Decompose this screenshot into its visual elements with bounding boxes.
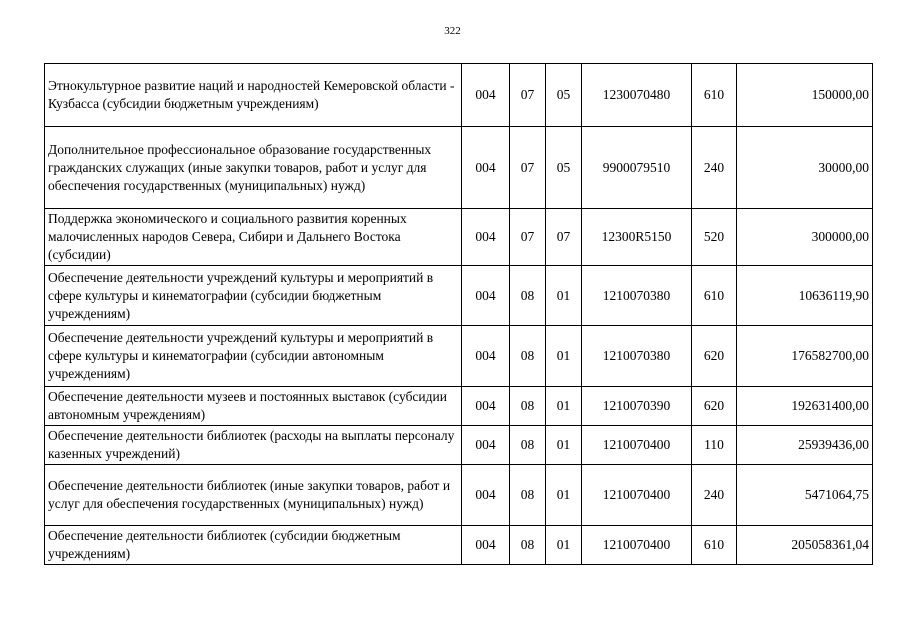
section-code: 08 [510,465,546,526]
section-code: 08 [510,526,546,565]
amount: 30000,00 [737,127,873,209]
subsection-code: 01 [546,266,582,326]
subsection-code: 01 [546,387,582,426]
section-code: 07 [510,127,546,209]
target-article-code: 9900079510 [582,127,692,209]
subsection-code: 01 [546,526,582,565]
expense-name: Обеспечение деятельности музеев и постоянных выставок (субсидии автономным учреждениям) [45,387,462,426]
subsection-code: 05 [546,127,582,209]
table-row [45,465,873,526]
expense-name: Этнокультурное развитие наций и народностей Кемеровской области - Кузбасса (субсидии бюджетным учреждениям) [45,64,462,127]
expense-type-code: 620 [692,387,737,426]
expense-name: Дополнительное профессиональное образование государственных гражданских служащих (иные закупки товаров, работ и услуг для обеспечения государственных (муниципальных) нужд) [45,127,462,209]
amount: 150000,00 [737,64,873,127]
target-article-code: 1210070390 [582,387,692,426]
table-row [45,209,873,266]
ministry-code: 004 [462,526,510,565]
expense-name: Поддержка экономического и социального развития коренных малочисленных народов Севера, Сибири и Дальнего Востока (субсидии) [45,209,462,266]
target-article-code: 12300R5150 [582,209,692,266]
ministry-code: 004 [462,209,510,266]
expense-type-code: 620 [692,326,737,387]
ministry-code: 004 [462,266,510,326]
target-article-code: 1210070380 [582,266,692,326]
ministry-code: 004 [462,426,510,465]
target-article-code: 1230070480 [582,64,692,127]
expense-type-code: 610 [692,64,737,127]
target-article-code: 1210070400 [582,426,692,465]
amount: 192631400,00 [737,387,873,426]
section-code: 07 [510,64,546,127]
amount: 25939436,00 [737,426,873,465]
expense-name: Обеспечение деятельности библиотек (иные закупки товаров, работ и услуг для обеспечения государственных (муниципальных) нужд) [45,465,462,526]
expense-name: Обеспечение деятельности библиотек (субсидии бюджетным учреждениям) [45,526,462,565]
section-code: 08 [510,326,546,387]
section-code: 08 [510,266,546,326]
expense-type-code: 520 [692,209,737,266]
page-number: 322 [444,25,461,37]
section-code: 08 [510,387,546,426]
expense-type-code: 610 [692,266,737,326]
expense-type-code: 610 [692,526,737,565]
subsection-code: 07 [546,209,582,266]
target-article-code: 1210070400 [582,465,692,526]
amount: 205058361,04 [737,526,873,565]
expense-name: Обеспечение деятельности учреждений культуры и мероприятий в сфере культуры и кинематографии (субсидии автономным учреждениям) [45,326,462,387]
table-row [45,426,873,465]
subsection-code: 05 [546,64,582,127]
ministry-code: 004 [462,127,510,209]
subsection-code: 01 [546,426,582,465]
table-row [45,127,873,209]
amount: 300000,00 [737,209,873,266]
table-row [45,64,873,127]
table-row [45,526,873,565]
table-row [45,266,873,326]
target-article-code: 1210070380 [582,326,692,387]
ministry-code: 004 [462,465,510,526]
ministry-code: 004 [462,64,510,127]
expense-type-code: 240 [692,127,737,209]
amount: 5471064,75 [737,465,873,526]
subsection-code: 01 [546,326,582,387]
amount: 10636119,90 [737,266,873,326]
subsection-code: 01 [546,465,582,526]
budget-table [44,63,873,565]
expense-type-code: 240 [692,465,737,526]
section-code: 08 [510,426,546,465]
expense-name: Обеспечение деятельности библиотек (расходы на выплаты персоналу казенных учреждений) [45,426,462,465]
expense-type-code: 110 [692,426,737,465]
target-article-code: 1210070400 [582,526,692,565]
expense-name: Обеспечение деятельности учреждений культуры и мероприятий в сфере культуры и кинематографии (субсидии бюджетным учреждениям) [45,266,462,326]
section-code: 07 [510,209,546,266]
table-row [45,387,873,426]
amount: 176582700,00 [737,326,873,387]
ministry-code: 004 [462,326,510,387]
table-row [45,326,873,387]
ministry-code: 004 [462,387,510,426]
